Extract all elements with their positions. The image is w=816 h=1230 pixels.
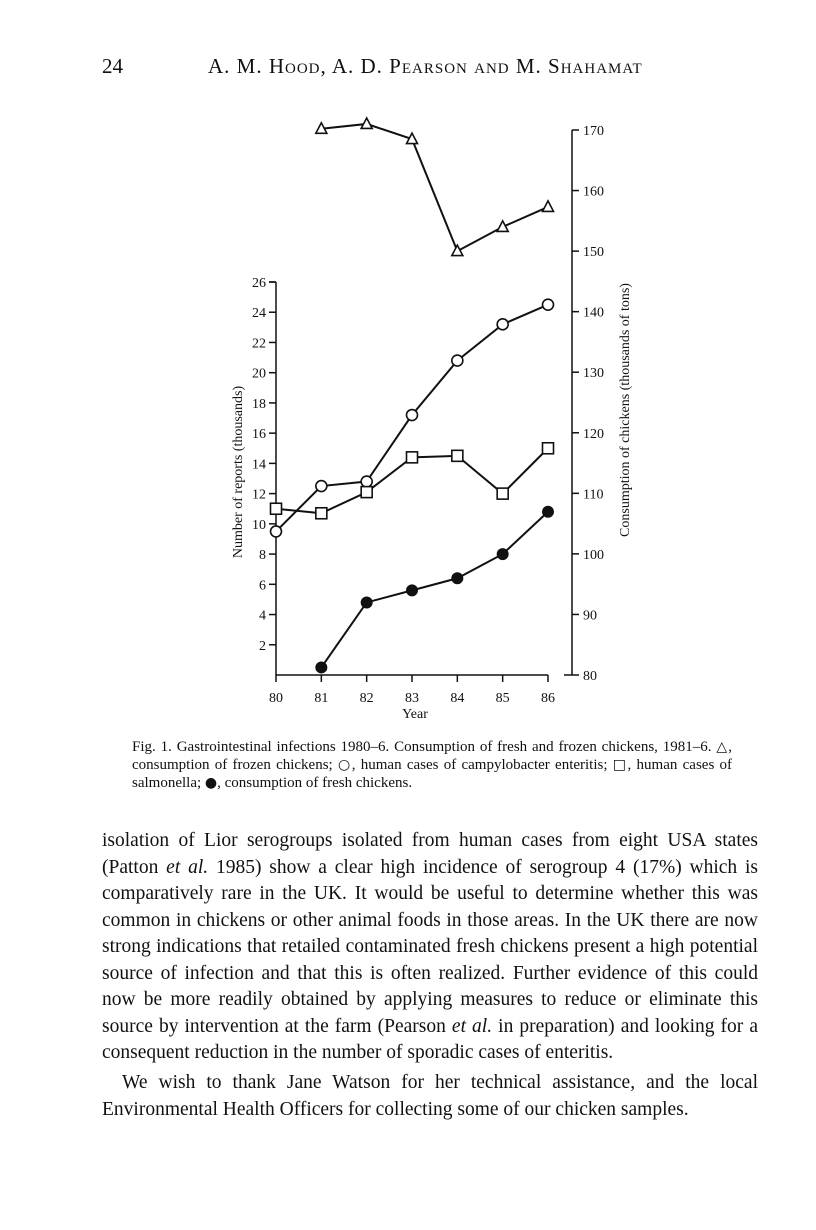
right-y-tick-label: 120 xyxy=(583,426,604,442)
left-y-tick-label: 4 xyxy=(259,608,266,624)
left-y-tick-label: 2 xyxy=(259,638,266,654)
p1-part-c: in preparation) and looking for a consequent reduction in the number of sporadic cases of enteritis. xyxy=(102,1015,758,1063)
open-square-marker xyxy=(407,452,418,463)
x-tick-label: 81 xyxy=(314,691,329,706)
caption-square-symbol: □ xyxy=(612,757,628,773)
caption-triangle-symbol: △ xyxy=(716,739,729,755)
figure-caption xyxy=(132,738,732,792)
caption-circle-text: , human cases of campylobacter enteritis; xyxy=(351,757,608,773)
running-head-authors: A. M. Hood, A. D. Pearson and M. Shahamat xyxy=(208,54,643,78)
left-y-axis-label: Number of reports (thousands) xyxy=(231,385,246,559)
filled-circle-marker xyxy=(497,549,508,560)
filled-circle-marker xyxy=(543,506,554,517)
open-square-marker xyxy=(361,487,372,498)
filled-circle-marker xyxy=(361,597,372,608)
p1-part-b: 1985) show a clear high incidence of serogroup 4 (17%) which is comparatively rare in the UK. It would be useful to determine whether this was common in chickens or other animal foods in those areas. In the UK there are now strong indications that retailed contaminated fresh chickens present a high potential source of infection and that this is often realized. Further evidence of this could now be more readily obtained by applying measures to reduce or eliminate this source by intervention at the farm (Pearson xyxy=(102,856,758,1037)
left-y-tick-label: 24 xyxy=(252,306,266,322)
left-y-tick-label: 6 xyxy=(259,578,266,594)
open-circle-marker xyxy=(497,319,508,330)
body-paragraph-2: We wish to thank Jane Watson for her technical assistance, and the local Environmental Health Officers for collecting some of our chicken samples. xyxy=(102,1072,758,1120)
left-y-tick-label: 22 xyxy=(252,336,266,352)
p1-et-al-1: et al. xyxy=(166,856,209,878)
left-y-tick-label: 26 xyxy=(252,276,266,291)
x-tick-label: 86 xyxy=(541,691,555,706)
left-y-tick-label: 14 xyxy=(252,457,266,473)
right-y-tick-label: 80 xyxy=(583,669,597,684)
page-number: 24 xyxy=(102,54,123,78)
x-axis-label: Year xyxy=(402,707,428,722)
right-y-tick-label: 100 xyxy=(583,547,604,563)
open-square-marker xyxy=(543,443,554,454)
right-y-tick-label: 160 xyxy=(583,184,604,200)
right-y-tick-label: 140 xyxy=(583,305,604,321)
right-y-tick-label: 170 xyxy=(583,124,604,139)
left-y-tick-label: 10 xyxy=(252,517,266,533)
filled-circle-marker xyxy=(452,573,463,584)
x-tick-label: 80 xyxy=(269,691,283,706)
right-y-tick-label: 110 xyxy=(583,487,604,503)
x-tick-label: 85 xyxy=(495,691,510,706)
left-y-tick-label: 12 xyxy=(252,487,266,503)
p1-part-a: isolation of Lior serogroups isolated from human cases from eight USA states (Patton xyxy=(102,830,758,878)
open-circle-marker xyxy=(316,481,327,492)
caption-dot-text: , consumption of fresh chickens. xyxy=(217,775,413,791)
filled-circle-marker xyxy=(316,662,327,673)
open-square-marker xyxy=(452,450,463,461)
series-triangle-open-line xyxy=(321,124,548,251)
open-square-marker xyxy=(497,488,508,499)
x-tick-label: 82 xyxy=(359,691,374,706)
p1-et-al-2: et al. xyxy=(451,1015,493,1037)
caption-square-text: , human cases of salmonella; xyxy=(132,757,733,791)
left-y-tick-label: 16 xyxy=(252,427,266,443)
left-y-tick-label: 20 xyxy=(252,366,266,382)
open-circle-marker xyxy=(543,299,554,310)
right-y-tick-label: 150 xyxy=(583,245,604,261)
left-y-tick-label: 18 xyxy=(252,396,266,412)
open-circle-marker xyxy=(407,410,418,421)
right-y-axis-label: Consumption of chickens (thousands of tons) xyxy=(618,283,633,537)
x-tick-label: 84 xyxy=(450,691,465,706)
open-triangle-marker xyxy=(452,245,463,256)
open-circle-marker xyxy=(271,526,282,537)
right-y-tick-label: 130 xyxy=(583,366,604,382)
open-square-marker xyxy=(271,503,282,514)
caption-circle-symbol: ○ xyxy=(338,757,352,773)
open-circle-marker xyxy=(361,476,372,487)
right-y-tick-label: 90 xyxy=(583,608,597,624)
series-circle-filled-line xyxy=(321,512,548,668)
open-square-marker xyxy=(316,508,327,519)
left-y-tick-label: 8 xyxy=(259,548,266,564)
filled-circle-marker xyxy=(407,585,418,596)
caption-lead: Fig. 1. Gastrointestinal infections 1980–6. Consumption of fresh and frozen chickens, 1981–6. xyxy=(132,739,712,755)
open-circle-marker xyxy=(452,355,463,366)
body-paragraph-1 xyxy=(102,828,758,1067)
open-triangle-marker xyxy=(361,118,372,129)
caption-dot-symbol: ● xyxy=(204,775,218,791)
caption-triangle-text: , consumption of frozen chickens; xyxy=(132,739,732,773)
open-triangle-marker xyxy=(543,201,554,212)
x-tick-label: 83 xyxy=(405,691,419,706)
